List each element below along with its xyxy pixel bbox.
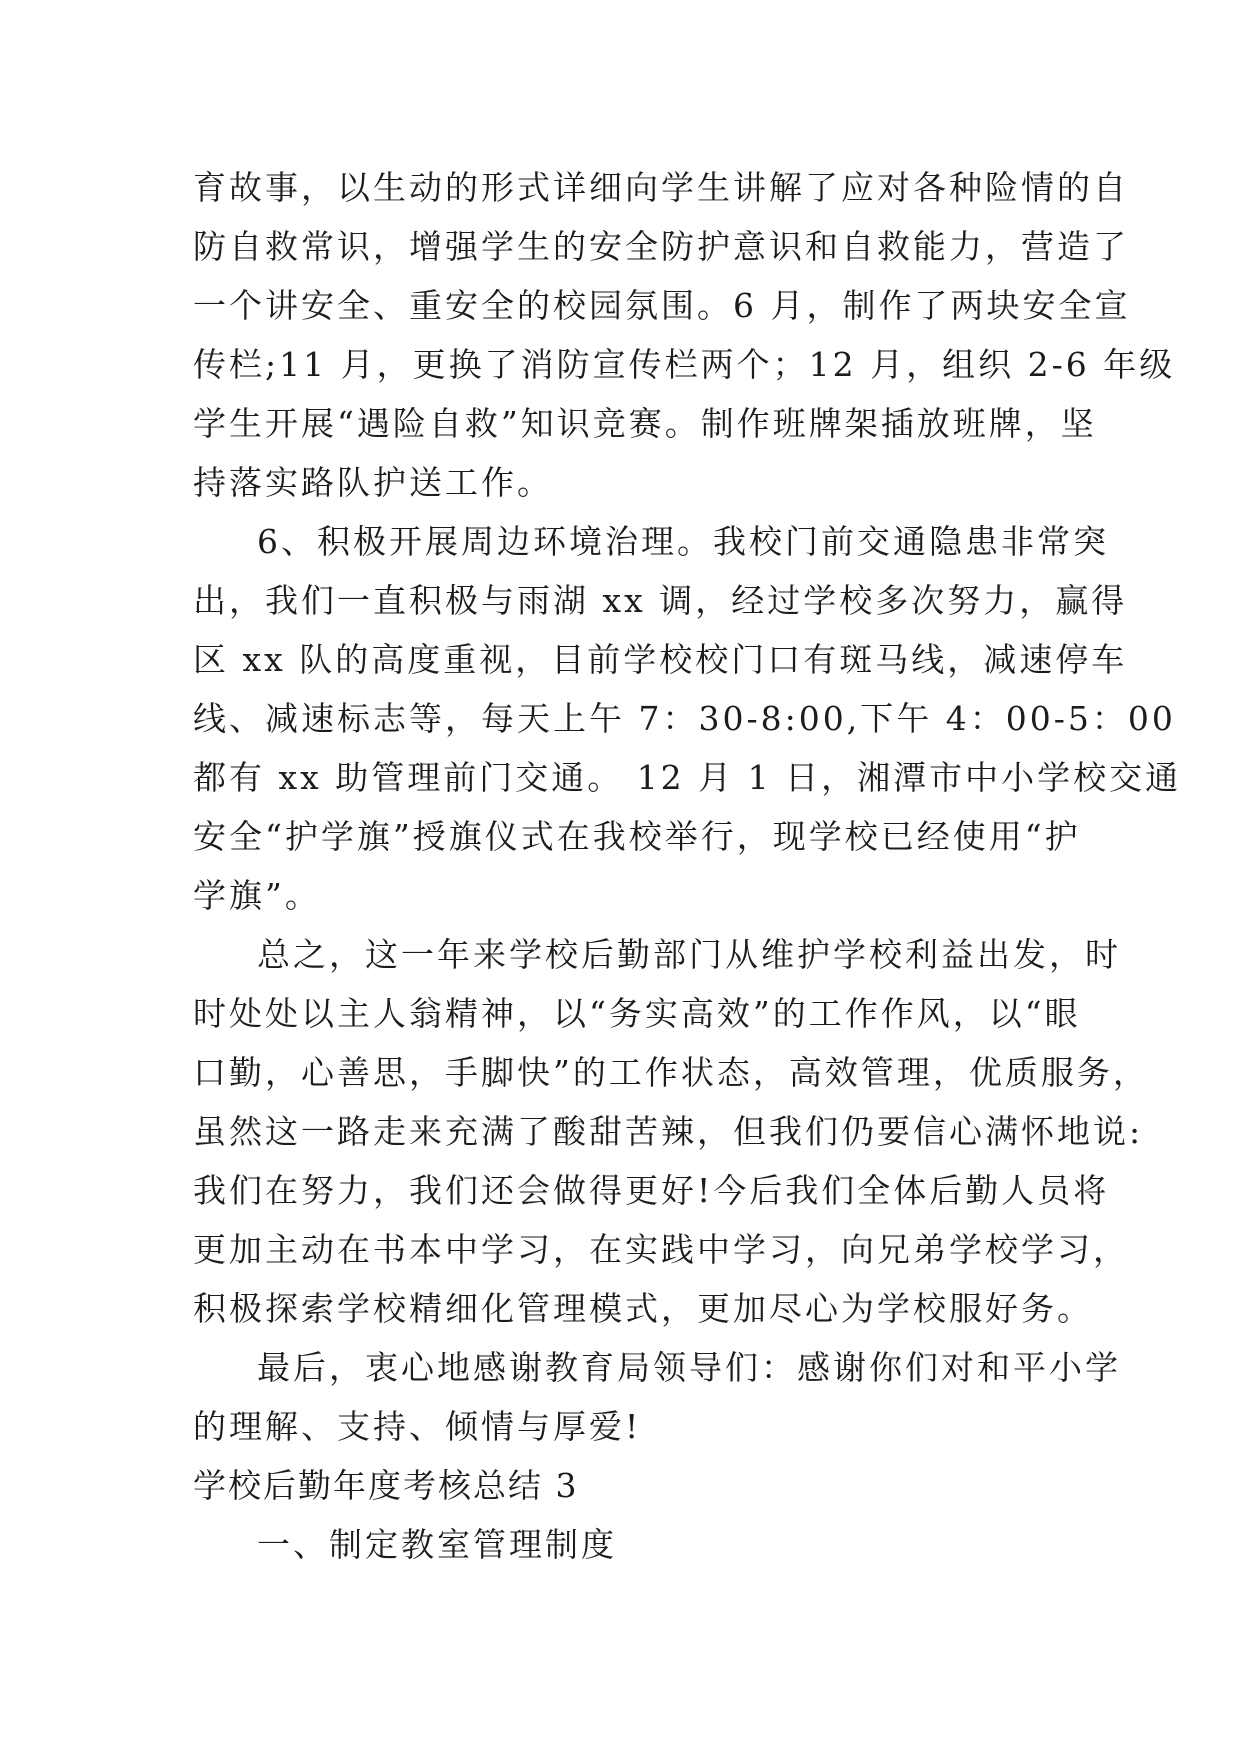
text-line: 出，我们一直积极与雨湖 xx 调，经过学校多次努力，赢得 — [193, 581, 1128, 620]
document-body — [193, 158, 1182, 1574]
text-line: 我们在努力，我们还会做得更好!今后我们全体后勤人员将 — [193, 1171, 1110, 1210]
text-line: 线、减速标志等，每天上午 7：30-8:00,下午 4：00-5：00 — [193, 699, 1176, 738]
text-line: 育故事，以生动的形式详细向学生讲解了应对各种险情的自 — [193, 168, 1129, 207]
paragraph-start-line: 最后，衷心地感谢教育局领导们：感谢你们对和平小学 — [257, 1348, 1121, 1387]
text-line: 学旗”。 — [193, 876, 321, 915]
text-line: 持落实路队护送工作。 — [193, 463, 553, 502]
text-line: 口勤，心善思，手脚快”的工作状态，高效管理，优质服务， — [193, 1053, 1149, 1092]
paragraph-start-line: 6、积极开展周边环境治理。我校门前交通隐患非常突 — [257, 522, 1109, 561]
text-line: 都有 xx 助管理前门交通。 12 月 1 日，湘潭市中小学校交通 — [193, 758, 1182, 797]
text-line: 时处处以主人翁精神，以“务实高效”的工作作风，以“眼 — [193, 994, 1081, 1033]
text-line: 的理解、支持、倾情与厚爱! — [193, 1407, 642, 1446]
subsection-heading: 一、制定教室管理制度 — [257, 1525, 617, 1564]
text-line: 安全“护学旗”授旗仪式在我校举行，现学校已经使用“护 — [193, 817, 1081, 856]
text-line: 传栏;11 月，更换了消防宣传栏两个；12 月，组织 2-6 年级 — [193, 345, 1176, 384]
text-line: 虽然这一路走来充满了酸甜苦辣，但我们仍要信心满怀地说: — [193, 1112, 1144, 1151]
text-line: 学生开展“遇险自救”知识竞赛。制作班牌架插放班牌，坚 — [193, 404, 1097, 443]
text-line: 积极探索学校精细化管理模式，更加尽心为学校服好务。 — [193, 1289, 1093, 1328]
text-line: 防自救常识，增强学生的安全防护意识和自救能力，营造了 — [193, 227, 1129, 266]
text-line: 更加主动在书本中学习，在实践中学习，向兄弟学校学习， — [193, 1230, 1129, 1269]
text-line: 一个讲安全、重安全的校园氛围。6 月，制作了两块安全宣 — [193, 286, 1131, 325]
paragraph-start-line: 总之，这一年来学校后勤部门从维护学校利益出发，时 — [257, 935, 1121, 974]
text-line: 区 xx 队的高度重视，目前学校校门口有斑马线，减速停车 — [193, 640, 1128, 679]
section-heading: 学校后勤年度考核总结 3 — [193, 1466, 579, 1505]
